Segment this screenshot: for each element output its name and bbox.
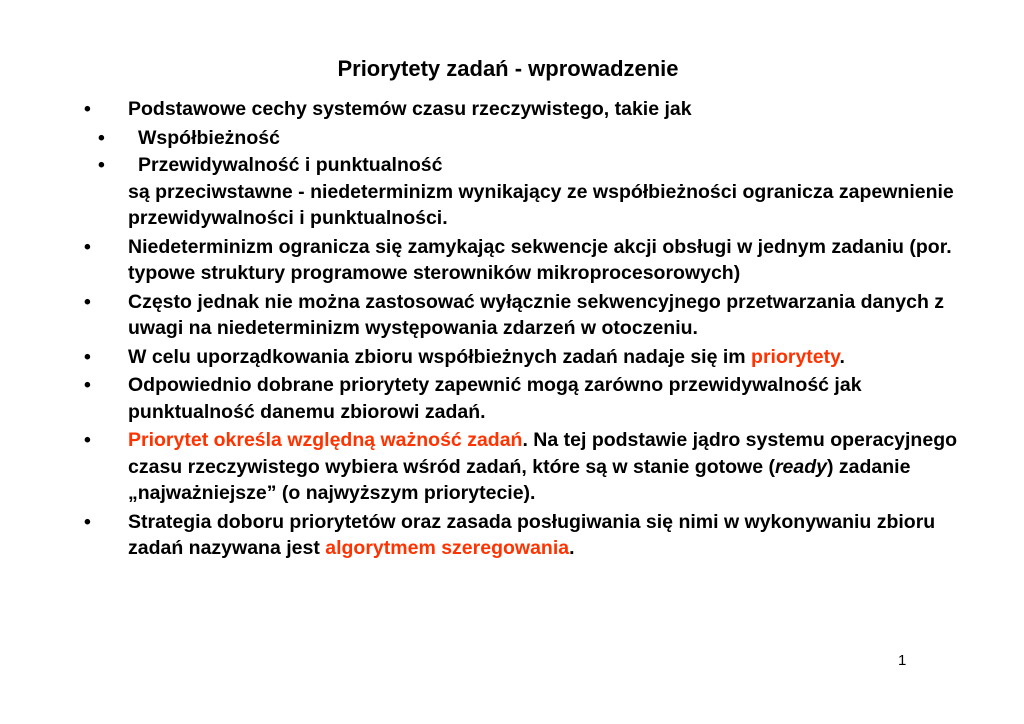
italic-ready: ready <box>774 455 827 478</box>
bullet-text-after: ) zadanie „najważniejsze” (o najwyższym priorytecie). <box>128 455 911 504</box>
bullet-icon: • <box>84 235 91 258</box>
sub-bullet-item-1 <box>84 125 984 152</box>
bullet-icon: • <box>84 98 91 120</box>
bullet-text: Często jednak nie można zastosować wyłącznie sekwencyjnego przetwarzania danych z uwagi na niedeterminizm występowania zdarzeń w otoczeniu. <box>128 290 945 339</box>
highlight-priority-definition: Priorytet określa względną ważność zadań <box>128 429 523 451</box>
bullet-item-2 <box>84 234 984 287</box>
bullet-icon: • <box>84 374 91 396</box>
sub-bullet-text: Współbieżność <box>138 126 280 149</box>
bullet-icon: • <box>98 126 105 149</box>
sub-bullet-text: Przewidywalność i punktualność <box>138 154 443 176</box>
sub-bullet-item-2 <box>84 152 984 179</box>
bullet-text: Podstawowe cechy systemów czasu rzeczywistego, takie jak <box>128 98 692 120</box>
slide-title: Priorytety zadań - wprowadzenie <box>337 56 679 81</box>
bullet-list <box>84 96 984 564</box>
continuation-text: są przeciwstawne - niedeterminizm wynikający ze współbieżności ogranicza zapewnienie przewidywalności i punktualności. <box>128 180 954 229</box>
bullet-icon: • <box>84 510 91 533</box>
bullet-item-3 <box>84 289 984 342</box>
bullet-text-before: Strategia doboru priorytetów oraz zasada posługiwania się nimi w wykonywaniu zbioru zadań nazywana jest <box>128 510 936 559</box>
bullet-text-after: . <box>569 537 575 559</box>
bullet-icon: • <box>84 290 91 313</box>
bullet-text: Niedeterminizm ogranicza się zamykając sekwencje akcji obsługi w jednym zadaniu (por. typowe struktury programowe sterowników mikroprocesorowych) <box>128 235 952 284</box>
bullet-icon: • <box>98 154 105 176</box>
bullet-item-1 <box>84 96 984 123</box>
bullet-text-mid: . Na tej podstawie jądro systemu operacyjnego czasu rzeczywistego wybiera wśród zadań, które są w stanie gotowe ( <box>128 429 958 478</box>
bullet-text-before: W celu uporządkowania zbioru współbieżnych zadań nadaje się im <box>128 345 752 368</box>
bullet-icon: • <box>84 345 91 368</box>
page-number: 1 <box>898 652 907 669</box>
bullet-item-5 <box>84 372 984 425</box>
bullet-continuation <box>84 179 984 232</box>
bullet-icon: • <box>84 429 91 451</box>
bullet-item-7 <box>84 509 984 562</box>
bullet-text: Odpowiednio dobrane priorytety zapewnić mogą zarówno przewidywalność jak punktualność danemu zbiorowi zadań. <box>128 374 862 423</box>
bullet-item-4 <box>84 344 984 371</box>
bullet-text-after: . <box>839 345 845 368</box>
highlight-priorytety: priorytety <box>751 345 840 368</box>
highlight-scheduling-algorithm: algorytmem szeregowania <box>325 537 570 559</box>
bullet-item-6 <box>84 427 984 507</box>
